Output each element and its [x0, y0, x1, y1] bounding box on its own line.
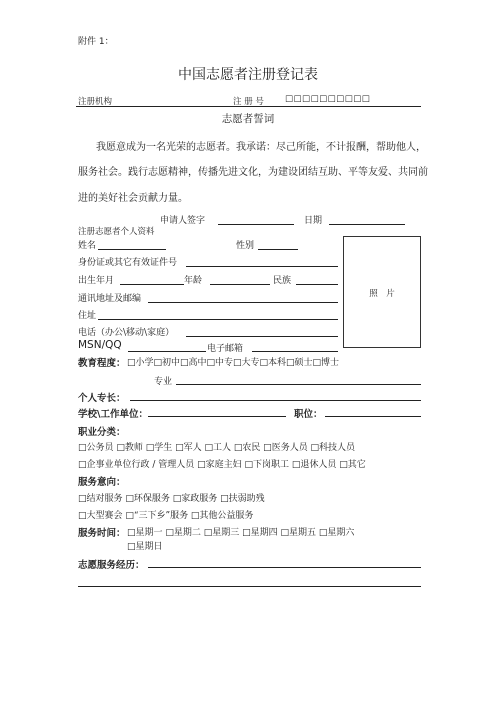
msn-label: MSN/QQ — [78, 339, 122, 351]
specialty-label: 个人专长： — [78, 393, 126, 404]
school-label: 学校\工作单位： — [78, 409, 148, 420]
age-label: 年龄 — [184, 276, 203, 286]
applicant-sign-label: 申请人签字 — [160, 216, 206, 226]
birth-field[interactable] — [120, 284, 184, 285]
birth-label: 出生年月 — [78, 276, 115, 286]
reg-no-boxes[interactable]: □□□□□□□□□□ — [285, 94, 371, 104]
oath-title: 志愿者誓词 — [221, 113, 275, 125]
major-label: 专业 — [154, 377, 173, 387]
form-title: 中国志愿者注册登记表 — [178, 67, 318, 83]
major-field[interactable] — [176, 384, 421, 385]
name-field[interactable] — [98, 249, 166, 250]
occupation-label: 职业分类： — [78, 427, 126, 438]
specialty-field[interactable] — [130, 400, 421, 401]
school-field[interactable] — [148, 416, 286, 417]
experience-label: 志愿服务经历： — [78, 560, 145, 571]
photo-label: 照 片 — [369, 289, 395, 299]
phone-field[interactable] — [186, 336, 338, 337]
education-options[interactable]: □小学□初中□高中□中专□大专□本科□硕士□博士 — [127, 358, 340, 368]
gender-field[interactable] — [258, 249, 298, 250]
position-label: 职位： — [294, 409, 323, 420]
service-time-label: 服务时间： — [78, 528, 126, 539]
residence-label: 住址 — [78, 311, 97, 321]
address-field[interactable] — [148, 302, 338, 303]
date-label: 日期 — [304, 216, 323, 226]
service-intent-row-1[interactable]: □结对服务 □环保服务 □家政服务 □扶弱助残 — [78, 494, 265, 504]
service-intent-label: 服务意向： — [78, 477, 126, 488]
email-label: 电子邮箱 — [207, 344, 244, 354]
ethnicity-label: 民族 — [273, 276, 292, 286]
attachment-label: 附件 1： — [78, 37, 114, 47]
service-intent-row-2[interactable]: □大型赛会 □“三下乡”服务 □其他公益服务 — [78, 511, 254, 521]
name-label: 姓名 — [78, 241, 97, 251]
residence-field[interactable] — [98, 319, 338, 320]
reg-org-label: 注册机构 — [78, 97, 113, 107]
oath-line-2: 服务社会。践行志愿精神，传播先进文化，为建设团结互助、平等友爱、共同前 — [78, 167, 428, 178]
education-label: 教育程度： — [78, 358, 126, 369]
header-divider — [76, 106, 421, 107]
occupation-options-row-2[interactable]: □企事业单位行政 / 管理人员 □家庭主妇 □下岗职工 □退休人员 □其它 — [78, 460, 366, 470]
gender-label: 性别 — [236, 241, 255, 251]
applicant-sign-field[interactable] — [218, 224, 294, 225]
reg-no-label: 注 册 号 — [233, 97, 264, 107]
personal-info-label: 注册志愿者个人资料 — [78, 227, 155, 237]
photo-box[interactable] — [343, 236, 421, 348]
age-field[interactable] — [210, 284, 270, 285]
email-field[interactable] — [252, 351, 338, 352]
position-field[interactable] — [325, 416, 421, 417]
ethnicity-field[interactable] — [296, 284, 338, 285]
occupation-options-row-1[interactable]: □公务员 □教师 □学生 □军人 □工人 □农民 □医务人员 □科技人员 — [78, 443, 356, 453]
phone-label: 电话（办公\移动\家庭） — [78, 328, 175, 338]
address-label: 通讯地址及邮编 — [78, 294, 142, 304]
service-time-row-2[interactable]: □星期日 — [127, 542, 163, 552]
msn-field[interactable] — [128, 351, 206, 352]
date-field[interactable] — [329, 224, 405, 225]
service-time-row-1[interactable]: □星期一 □星期二 □星期三 □星期四 □星期五 □星期六 — [127, 528, 355, 538]
oath-line-1: 我愿意成为一名光荣的志愿者。我承诺：尽己所能，不计报酬，帮助他人， — [96, 142, 426, 153]
experience-field-line-1[interactable] — [148, 567, 421, 568]
id-field[interactable] — [186, 266, 338, 267]
oath-line-3: 进的美好社会贡献力量。 — [78, 193, 188, 204]
id-label: 身份证或其它有效证件号 — [78, 258, 178, 268]
experience-field-line-2[interactable] — [78, 586, 421, 587]
